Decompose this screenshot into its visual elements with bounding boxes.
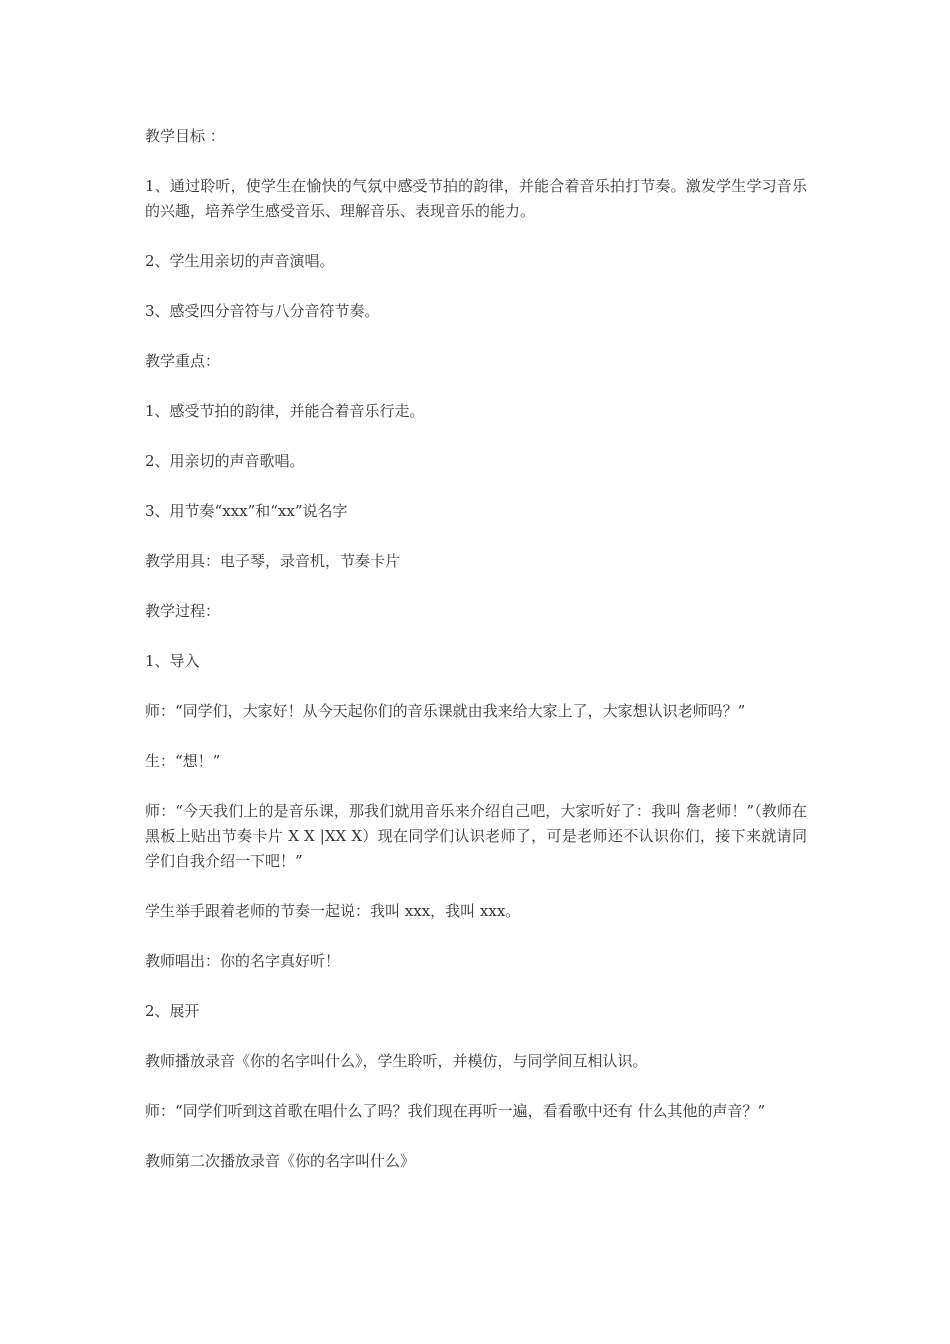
focus-item-3: 3、用节奏“xxx”和“xx”说名字 [145, 502, 348, 520]
document-page [145, 124, 807, 1199]
heading-teaching-objectives: 教学目标 ： [145, 127, 225, 145]
objective-item-1: 1、通过聆听，使学生在愉快的气氛中感受节拍的韵律，并能合着音乐拍打节奏。激发学生学习音乐的兴趣，培养学生感受音乐、理解音乐、表现音乐的能力。 [145, 177, 807, 220]
dialogue-teacher-question: 师：“同学们听到这首歌在唱什么了吗？我们现在再听一遍，看看歌中还有 什么其他的声音？” [145, 1102, 766, 1120]
teacher-sings: 教师唱出：你的名字真好听！ [145, 952, 341, 970]
students-self-intro: 学生举手跟着老师的节奏一起说：我叫 xxx，我叫 xxx。 [145, 902, 521, 920]
dialogue-teacher-intro: 师：“今天我们上的是音乐课，那我们就用音乐来介绍自己吧，大家听好了：我叫 詹老师！”（教师在黑板上贴出节奏卡片 X X |XX X）现在同学们认识老师了，可是老师还不认识你们，接下来就请同学们自我介绍一下吧！” [145, 802, 807, 870]
dialogue-teacher-greeting: 师：“同学们，大家好！从今天起你们的音乐课就由我来给大家上了，大家想认识老师吗？” [145, 702, 746, 720]
heading-teaching-process: 教学过程： [145, 602, 221, 620]
focus-item-1: 1、感受节拍的韵律，并能合着音乐行走。 [145, 402, 425, 420]
teacher-plays-recording: 教师播放录音《你的名字叫什么》，学生聆听，并模仿，与同学间互相认识。 [145, 1052, 648, 1070]
dialogue-students-reply: 生：“想！” [145, 752, 221, 770]
section-development: 2、展开 [145, 1002, 200, 1020]
focus-item-2: 2、用亲切的声音歌唱。 [145, 452, 305, 470]
teaching-tools: 教学用具：电子琴，录音机，节奏卡片 [145, 552, 401, 570]
teacher-plays-recording-again: 教师第二次播放录音《你的名字叫什么》 [145, 1152, 416, 1170]
objective-item-2: 2、学生用亲切的声音演唱。 [145, 252, 335, 270]
objective-item-3: 3、感受四分音符与八分音符节奏。 [145, 302, 380, 320]
section-introduction: 1、导入 [145, 652, 200, 670]
heading-teaching-focus: 教学重点： [145, 352, 221, 370]
